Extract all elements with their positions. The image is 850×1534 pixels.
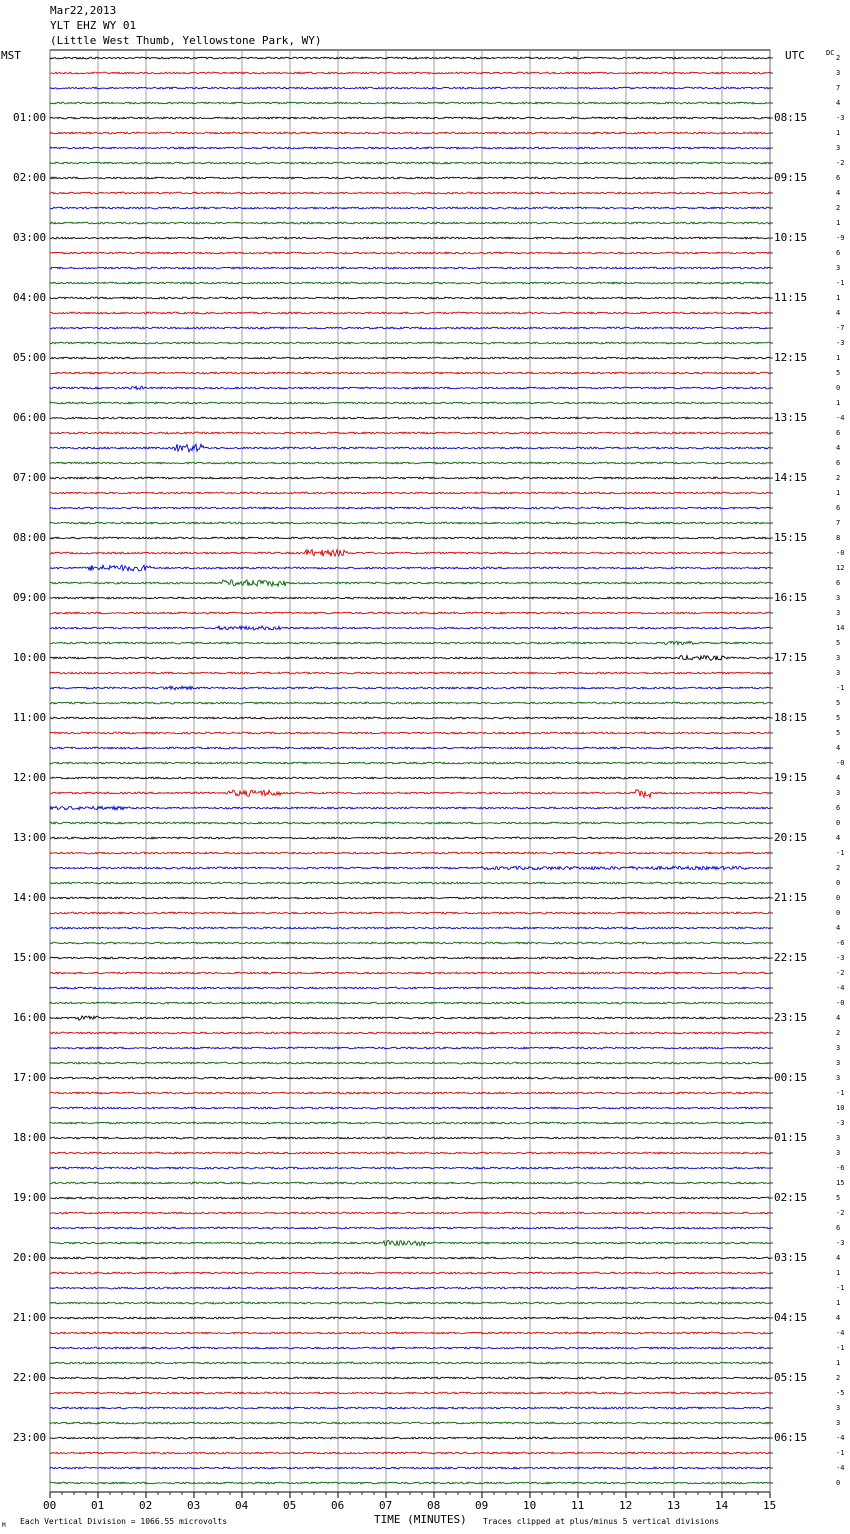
dc-offset-label: 6: [836, 249, 841, 257]
dc-offset-label: 6: [836, 504, 841, 512]
right-hour-label: 13:15: [774, 411, 808, 424]
trace-line: [50, 132, 770, 134]
dc-offset-label: 3: [836, 594, 841, 602]
dc-offset-label: -4: [836, 1464, 845, 1472]
dc-offset-label: 0: [836, 1479, 841, 1487]
left-hour-label: 21:00: [13, 1311, 47, 1324]
trace-line: [50, 297, 770, 299]
left-hour-label: 19:00: [13, 1191, 47, 1204]
trace-line: [50, 1137, 770, 1139]
trace-line: [50, 777, 770, 779]
trace-line: [50, 942, 770, 944]
dc-offset-label: -1: [836, 684, 845, 692]
trace-line: [50, 522, 770, 524]
trace-line: [50, 656, 770, 661]
left-hour-label: 16:00: [13, 1011, 47, 1024]
dc-offset-label: 2: [836, 1029, 841, 1037]
dc-offset-label: 3: [836, 1134, 841, 1142]
right-hour-label: 10:15: [774, 231, 808, 244]
dc-offset-label: -1: [836, 849, 845, 857]
dc-offset-label: 0: [836, 819, 841, 827]
trace-line: [50, 686, 770, 690]
left-hour-label: 02:00: [13, 171, 47, 184]
trace-line: [50, 87, 770, 89]
x-tick-label: 12: [619, 1499, 633, 1512]
trace-line: [50, 312, 770, 314]
trace-line: [50, 222, 770, 224]
trace-line: [50, 1016, 770, 1020]
left-hour-label: 12:00: [13, 771, 47, 784]
left-timezone-label: MST: [1, 49, 21, 62]
trace-line: [50, 1272, 770, 1274]
right-hour-label: 18:15: [774, 711, 808, 724]
dc-offset-label: 6: [836, 429, 841, 437]
trace-line: [50, 972, 770, 974]
x-tick-label: 00: [43, 1499, 57, 1512]
x-tick-label: 03: [187, 1499, 201, 1512]
trace-line: [50, 1240, 770, 1245]
dc-offset-label: 6: [836, 804, 841, 812]
dc-offset-label: -3: [836, 339, 845, 347]
trace-line: [50, 417, 770, 419]
right-hour-label: 08:15: [774, 111, 808, 124]
dc-offset-label: 1: [836, 1299, 841, 1307]
dc-offset-label: 2: [836, 54, 841, 62]
dc-offset-label: 3: [836, 1149, 841, 1157]
dc-offset-label: -4: [836, 1434, 845, 1442]
left-hour-label: 22:00: [13, 1371, 47, 1384]
trace-line: [50, 432, 770, 434]
dc-offset-label: 4: [836, 444, 841, 452]
trace-line: [50, 957, 770, 959]
dc-offset-label: 0: [836, 894, 841, 902]
trace-line: [50, 1257, 770, 1259]
trace-line: [50, 102, 770, 104]
trace-line: [50, 1077, 770, 1079]
trace-line: [50, 444, 770, 452]
trace-line: [50, 1152, 770, 1154]
trace-line: [50, 1107, 770, 1109]
trace-line: [50, 806, 770, 809]
scale-note: Each Vertical Division = 1066.55 microvolts: [20, 1517, 228, 1526]
dc-offset-label: 3: [836, 1074, 841, 1082]
trace-line: [50, 1227, 770, 1229]
left-hour-label: 18:00: [13, 1131, 47, 1144]
dc-offset-label: 7: [836, 519, 841, 527]
dc-offset-label: 1: [836, 489, 841, 497]
trace-line: [50, 550, 770, 557]
dc-offset-label: 0: [836, 879, 841, 887]
dc-offset-label: 4: [836, 309, 841, 317]
dc-offset-label: 3: [836, 609, 841, 617]
trace-line: [50, 1437, 770, 1439]
trace-line: [50, 1482, 770, 1484]
left-hour-label: 07:00: [13, 471, 47, 484]
trace-line: [50, 717, 770, 719]
trace-line: [50, 386, 770, 389]
dc-offset-label: -1: [836, 1449, 845, 1457]
left-hour-label: 05:00: [13, 351, 47, 364]
trace-line: [50, 837, 770, 839]
dc-offset-label: -1: [836, 1089, 845, 1097]
left-hour-label: 01:00: [13, 111, 47, 124]
left-hour-label: 23:00: [13, 1431, 47, 1444]
dc-offset-label: 2: [836, 864, 841, 872]
x-tick-label: 11: [571, 1499, 585, 1512]
dc-offset-label: -4: [836, 984, 845, 992]
dc-offset-label: 8: [836, 534, 841, 542]
trace-line: [50, 402, 770, 404]
x-tick-label: 13: [667, 1499, 681, 1512]
trace-line: [50, 597, 770, 599]
dc-offset-label: -7: [836, 324, 845, 332]
trace-line: [50, 372, 770, 374]
trace-line: [50, 852, 770, 854]
dc-offset-label: -1: [836, 1284, 845, 1292]
trace-line: [50, 626, 770, 630]
left-hour-label: 11:00: [13, 711, 47, 724]
corner-mark: M: [2, 1522, 6, 1529]
dc-offset-label: -2: [836, 159, 845, 167]
trace-line: [50, 1182, 770, 1184]
trace-line: [50, 565, 770, 571]
dc-offset-label: -0: [836, 999, 845, 1007]
left-hour-label: 04:00: [13, 291, 47, 304]
dc-offset-label: -6: [836, 1164, 845, 1172]
dc-offset-label: 3: [836, 1059, 841, 1067]
trace-line: [50, 580, 770, 586]
dc-offset-label: -1: [836, 1344, 845, 1352]
dc-offset-label: 1: [836, 129, 841, 137]
dc-offset-label: 3: [836, 654, 841, 662]
trace-line: [50, 357, 770, 359]
dc-offset-label: 6: [836, 459, 841, 467]
dc-offset-label: 3: [836, 789, 841, 797]
dc-offset-label: -2: [836, 1209, 845, 1217]
trace-line: [50, 1062, 770, 1064]
location-label: (Little West Thumb, Yellowstone Park, WY): [50, 34, 322, 47]
right-hour-label: 02:15: [774, 1191, 808, 1204]
left-hour-label: 17:00: [13, 1071, 47, 1084]
dc-offset-label: 4: [836, 189, 841, 197]
dc-offset-label: 15: [836, 1179, 845, 1187]
trace-line: [50, 462, 770, 464]
trace-line: [50, 1287, 770, 1289]
dc-offset-label: 1: [836, 354, 841, 362]
x-axis-label: TIME (MINUTES): [374, 1513, 467, 1526]
dc-offset-label: 5: [836, 729, 841, 737]
right-hour-label: 21:15: [774, 891, 808, 904]
right-hour-label: 04:15: [774, 1311, 808, 1324]
trace-line: [50, 1347, 770, 1349]
right-hour-label: 15:15: [774, 531, 808, 544]
dc-offset-label: 5: [836, 639, 841, 647]
x-tick-label: 09: [475, 1499, 489, 1512]
x-tick-label: 14: [715, 1499, 729, 1512]
left-hour-label: 13:00: [13, 831, 47, 844]
dc-offset-label: 2: [836, 474, 841, 482]
trace-line: [50, 702, 770, 704]
trace-line: [50, 1317, 770, 1319]
dc-offset-label: 4: [836, 1014, 841, 1022]
right-timezone-label: UTC: [785, 49, 805, 62]
dc-offset-label: 4: [836, 1314, 841, 1322]
trace-line: [50, 282, 770, 284]
right-hour-label: 03:15: [774, 1251, 808, 1264]
dc-offset-label: 6: [836, 579, 841, 587]
trace-line: [50, 822, 770, 824]
dc-offset-label: 3: [836, 1404, 841, 1412]
trace-line: [50, 912, 770, 914]
trace-line: [50, 207, 770, 209]
trace-line: [50, 1422, 770, 1424]
trace-line: [50, 327, 770, 329]
dc-offset-label: 6: [836, 1224, 841, 1232]
dc-offset-label: 1: [836, 1359, 841, 1367]
trace-line: [50, 1467, 770, 1469]
x-tick-label: 01: [91, 1499, 105, 1512]
trace-line: [50, 1032, 770, 1034]
trace-line: [50, 612, 770, 614]
right-hour-label: 00:15: [774, 1071, 808, 1084]
dc-offset-label: 6: [836, 174, 841, 182]
dc-offset-label: 0: [836, 384, 841, 392]
right-hour-label: 17:15: [774, 651, 808, 664]
dc-offset-label: 4: [836, 774, 841, 782]
trace-line: [50, 147, 770, 149]
dc-offset-label: 3: [836, 1044, 841, 1052]
dc-offset-label: 1: [836, 294, 841, 302]
x-tick-label: 07: [379, 1499, 393, 1512]
left-hour-label: 08:00: [13, 531, 47, 544]
trace-line: [50, 162, 770, 164]
dc-offset-label: -2: [836, 969, 845, 977]
dc-offset-label: -3: [836, 1119, 845, 1127]
trace-line: [50, 267, 770, 269]
right-hour-label: 06:15: [774, 1431, 808, 1444]
right-hour-label: 20:15: [774, 831, 808, 844]
right-hour-label: 19:15: [774, 771, 808, 784]
trace-line: [50, 1122, 770, 1124]
trace-line: [50, 57, 770, 59]
left-hour-label: 10:00: [13, 651, 47, 664]
trace-line: [50, 1002, 770, 1004]
dc-offset-label: 1: [836, 1269, 841, 1277]
trace-line: [50, 1212, 770, 1214]
right-hour-label: 01:15: [774, 1131, 808, 1144]
left-hour-label: 20:00: [13, 1251, 47, 1264]
dc-offset-label: -0: [836, 759, 845, 767]
dc-offset-label: -0: [836, 549, 845, 557]
trace-line: [50, 117, 770, 119]
dc-offset-label: -1: [836, 279, 845, 287]
x-tick-label: 02: [139, 1499, 153, 1512]
trace-line: [50, 507, 770, 509]
dc-offset-label: 3: [836, 144, 841, 152]
right-hour-label: 16:15: [774, 591, 808, 604]
trace-line: [50, 492, 770, 494]
clip-note: Traces clipped at plus/minus 5 vertical divisions: [483, 1517, 720, 1526]
trace-line: [50, 866, 770, 869]
trace-line: [50, 342, 770, 344]
trace-line: [50, 477, 770, 479]
right-hour-label: 05:15: [774, 1371, 808, 1384]
trace-line: [50, 790, 770, 798]
trace-line: [50, 747, 770, 749]
trace-line: [50, 1392, 770, 1394]
trace-line: [50, 1452, 770, 1454]
dc-offset-label: -9: [836, 234, 845, 242]
dc-offset-label: 4: [836, 924, 841, 932]
dc-offset-label: 4: [836, 744, 841, 752]
dc-offset-label: -3: [836, 114, 845, 122]
dc-offset-label: 2: [836, 204, 841, 212]
trace-line: [50, 762, 770, 764]
trace-line: [50, 252, 770, 254]
dc-offset-label: -4: [836, 414, 845, 422]
left-hour-label: 06:00: [13, 411, 47, 424]
left-hour-label: 09:00: [13, 591, 47, 604]
x-tick-label: 06: [331, 1499, 345, 1512]
dc-offset-label: 4: [836, 99, 841, 107]
dc-offset-label: 5: [836, 699, 841, 707]
x-tick-label: 08: [427, 1499, 441, 1512]
trace-line: [50, 1407, 770, 1409]
plot-frame: [50, 50, 770, 1492]
dc-offset-label: 3: [836, 264, 841, 272]
trace-line: [50, 882, 770, 884]
trace-line: [50, 1332, 770, 1334]
right-hour-label: 11:15: [774, 291, 808, 304]
trace-line: [50, 1302, 770, 1304]
dc-offset-label: 14: [836, 624, 845, 632]
dc-offset-label: -6: [836, 939, 845, 947]
x-tick-label: 10: [523, 1499, 537, 1512]
dc-offset-label: -3: [836, 954, 845, 962]
trace-line: [50, 1092, 770, 1094]
trace-line: [50, 641, 770, 644]
station-label: YLT EHZ WY 01: [50, 19, 137, 32]
trace-line: [50, 732, 770, 734]
trace-line: [50, 177, 770, 179]
trace-line: [50, 1362, 770, 1364]
trace-line: [50, 672, 770, 674]
dc-offset-label: 3: [836, 1419, 841, 1427]
trace-line: [50, 1167, 770, 1169]
dc-offset-label: 5: [836, 714, 841, 722]
dc-offset-label: -4: [836, 1329, 845, 1337]
dc-offset-label: 5: [836, 1194, 841, 1202]
x-tick-label: 04: [235, 1499, 249, 1512]
dc-offset-label: 1: [836, 219, 841, 227]
dc-offset-label: 10: [836, 1104, 845, 1112]
trace-line: [50, 897, 770, 899]
left-hour-label: 03:00: [13, 231, 47, 244]
dc-offset-label: 3: [836, 69, 841, 77]
dc-offset-label: 2: [836, 1374, 841, 1382]
dc-offset-label: 7: [836, 84, 841, 92]
dc-offset-label: 4: [836, 834, 841, 842]
dc-offset-label: 1: [836, 399, 841, 407]
trace-line: [50, 237, 770, 239]
dc-offset-label: 4: [836, 1254, 841, 1262]
trace-line: [50, 537, 770, 539]
dc-offset-label: 5: [836, 369, 841, 377]
dc-offset-label: 12: [836, 564, 845, 572]
trace-line: [50, 192, 770, 194]
right-hour-label: 22:15: [774, 951, 808, 964]
trace-line: [50, 987, 770, 989]
trace-line: [50, 1197, 770, 1199]
right-hour-label: 12:15: [774, 351, 808, 364]
right-hour-label: 23:15: [774, 1011, 808, 1024]
trace-line: [50, 927, 770, 929]
right-hour-label: 09:15: [774, 171, 808, 184]
dc-header-label: DC: [826, 49, 835, 57]
trace-line: [50, 1377, 770, 1379]
dc-offset-label: 3: [836, 669, 841, 677]
left-hour-label: 15:00: [13, 951, 47, 964]
right-hour-label: 14:15: [774, 471, 808, 484]
x-tick-label: 15: [763, 1499, 777, 1512]
dc-offset-label: -5: [836, 1389, 845, 1397]
left-hour-label: 14:00: [13, 891, 47, 904]
trace-line: [50, 1047, 770, 1049]
trace-line: [50, 72, 770, 74]
date-label: Mar22,2013: [50, 4, 117, 17]
x-tick-label: 05: [283, 1499, 297, 1512]
dc-offset-label: 0: [836, 909, 841, 917]
dc-offset-label: -3: [836, 1239, 845, 1247]
